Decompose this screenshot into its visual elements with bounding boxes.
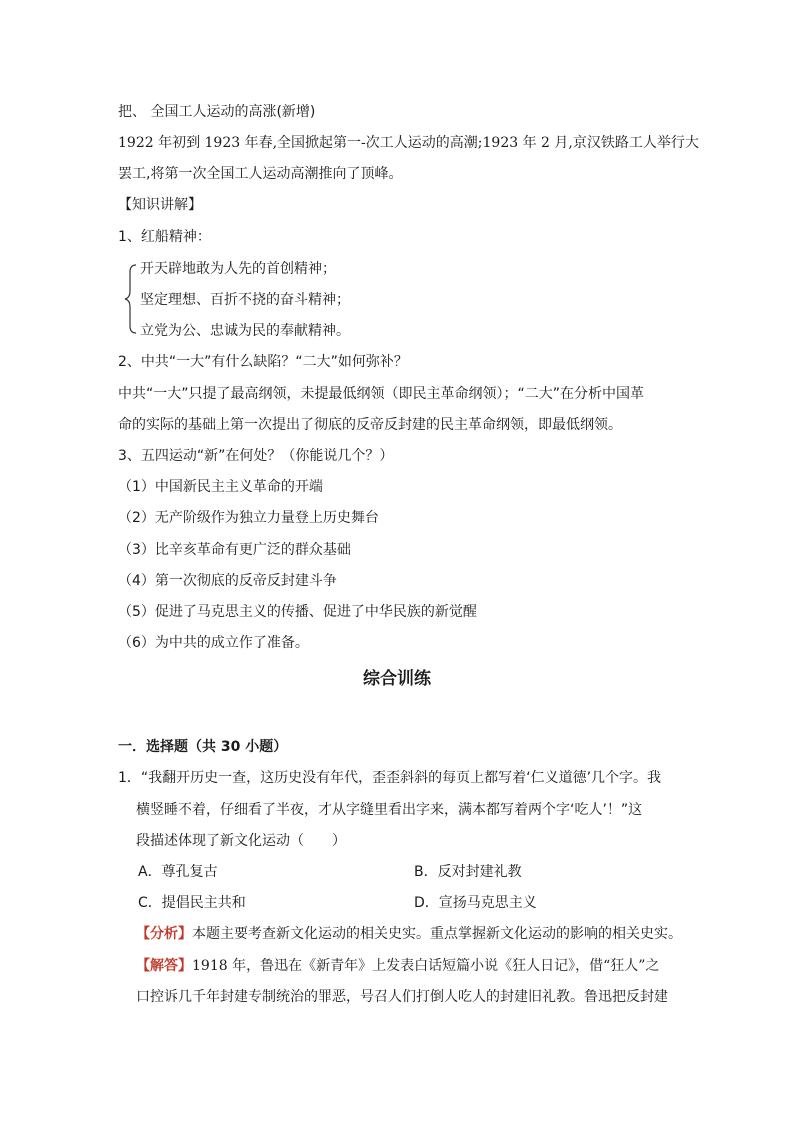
section-heading: 把、 全国工人运动的高涨(新增) bbox=[118, 104, 316, 120]
answer-line: 口控诉几千年封建专制统治的罪恶，号召人们打倒人吃人的封建旧礼教。鲁迅把反封建 bbox=[136, 989, 668, 1005]
section-title: 综合训练 bbox=[363, 669, 431, 689]
paragraph-line: 罢工,将第一次全国工人运动高潮推向了顶峰。 bbox=[118, 166, 403, 182]
point-item: （4）第一次彻底的反帝反封建斗争 bbox=[118, 573, 337, 589]
point-item: （5）促进了马克思主义的传播、促进了中华民族的新觉醒 bbox=[118, 604, 477, 620]
point-item: （3）比辛亥革命有更广泛的群众基础 bbox=[118, 542, 351, 558]
spirit-item: 坚定理想、百折不挠的奋斗精神； bbox=[140, 292, 350, 308]
answer-tag: 【解答】 bbox=[136, 958, 192, 974]
point-item: （6）为中共的成立作了准备。 bbox=[118, 635, 309, 651]
question-line: 段描述体现了新文化运动（ ） bbox=[136, 833, 346, 849]
list-item: 1、红船精神： bbox=[118, 229, 211, 245]
part-heading: 一．选择题（共 30 小题） bbox=[118, 739, 288, 755]
option-d: D．宣扬马克思主义 bbox=[414, 895, 537, 911]
analysis-text: 本题主要考查新文化运动的相关史实。重点掌握新文化运动的影响的相关史实。 bbox=[192, 926, 682, 942]
answer-line bbox=[136, 956, 659, 976]
brace-icon bbox=[122, 264, 142, 334]
analysis-tag: 【分析】 bbox=[136, 926, 192, 942]
point-item: （1）中国新民主主义革命的开端 bbox=[118, 479, 323, 495]
option-b: B．反对封建礼教 bbox=[414, 864, 522, 880]
spirit-item: 开天辟地敢为人先的首创精神； bbox=[140, 261, 336, 277]
analysis-line bbox=[136, 924, 682, 944]
question-line: 横竖睡不着，仔细看了半夜，才从字缝里看出字来，满本都写着两个字‘吃人’！”这 bbox=[136, 802, 643, 818]
paragraph-line: 命的实际的基础上第一次提出了彻底的反帝反封建的民主革命纲领，即最低纲领。 bbox=[118, 417, 622, 433]
question-line: 1．“我翻开历史一查，这历史没有年代，歪歪斜斜的每页上都写着‘仁义道德’几个字。我 bbox=[118, 770, 662, 786]
answer-text: 1918 年，鲁迅在《新青年》上发表白话短篇小说《狂人日记》，借“狂人”之 bbox=[192, 958, 660, 974]
point-item: （2）无产阶级作为独立力量登上历史舞台 bbox=[118, 510, 379, 526]
option-a: A．尊孔复古 bbox=[138, 864, 218, 880]
paragraph-line: 1922 年初到 1923 年春,全国掀起第一-次工人运动的高潮;1923 年 2 月,京汉铁路工人举行大 bbox=[118, 135, 699, 151]
paragraph-line: 中共“一大”只提了最高纲领，未提最低纲领（即民主革命纲领）；“二大”在分析中国革 bbox=[118, 386, 645, 402]
knowledge-label: 【知识讲解】 bbox=[118, 197, 202, 213]
list-item: 2、中共“一大”有什么缺陷？“二大”如何弥补？ bbox=[118, 354, 408, 370]
spirit-item: 立党为公、忠诚为民的奉献精神。 bbox=[140, 323, 350, 339]
option-c: C．提倡民主共和 bbox=[138, 895, 246, 911]
list-item: 3、五四运动“新”在何处？（你能说几个？） bbox=[118, 448, 394, 464]
